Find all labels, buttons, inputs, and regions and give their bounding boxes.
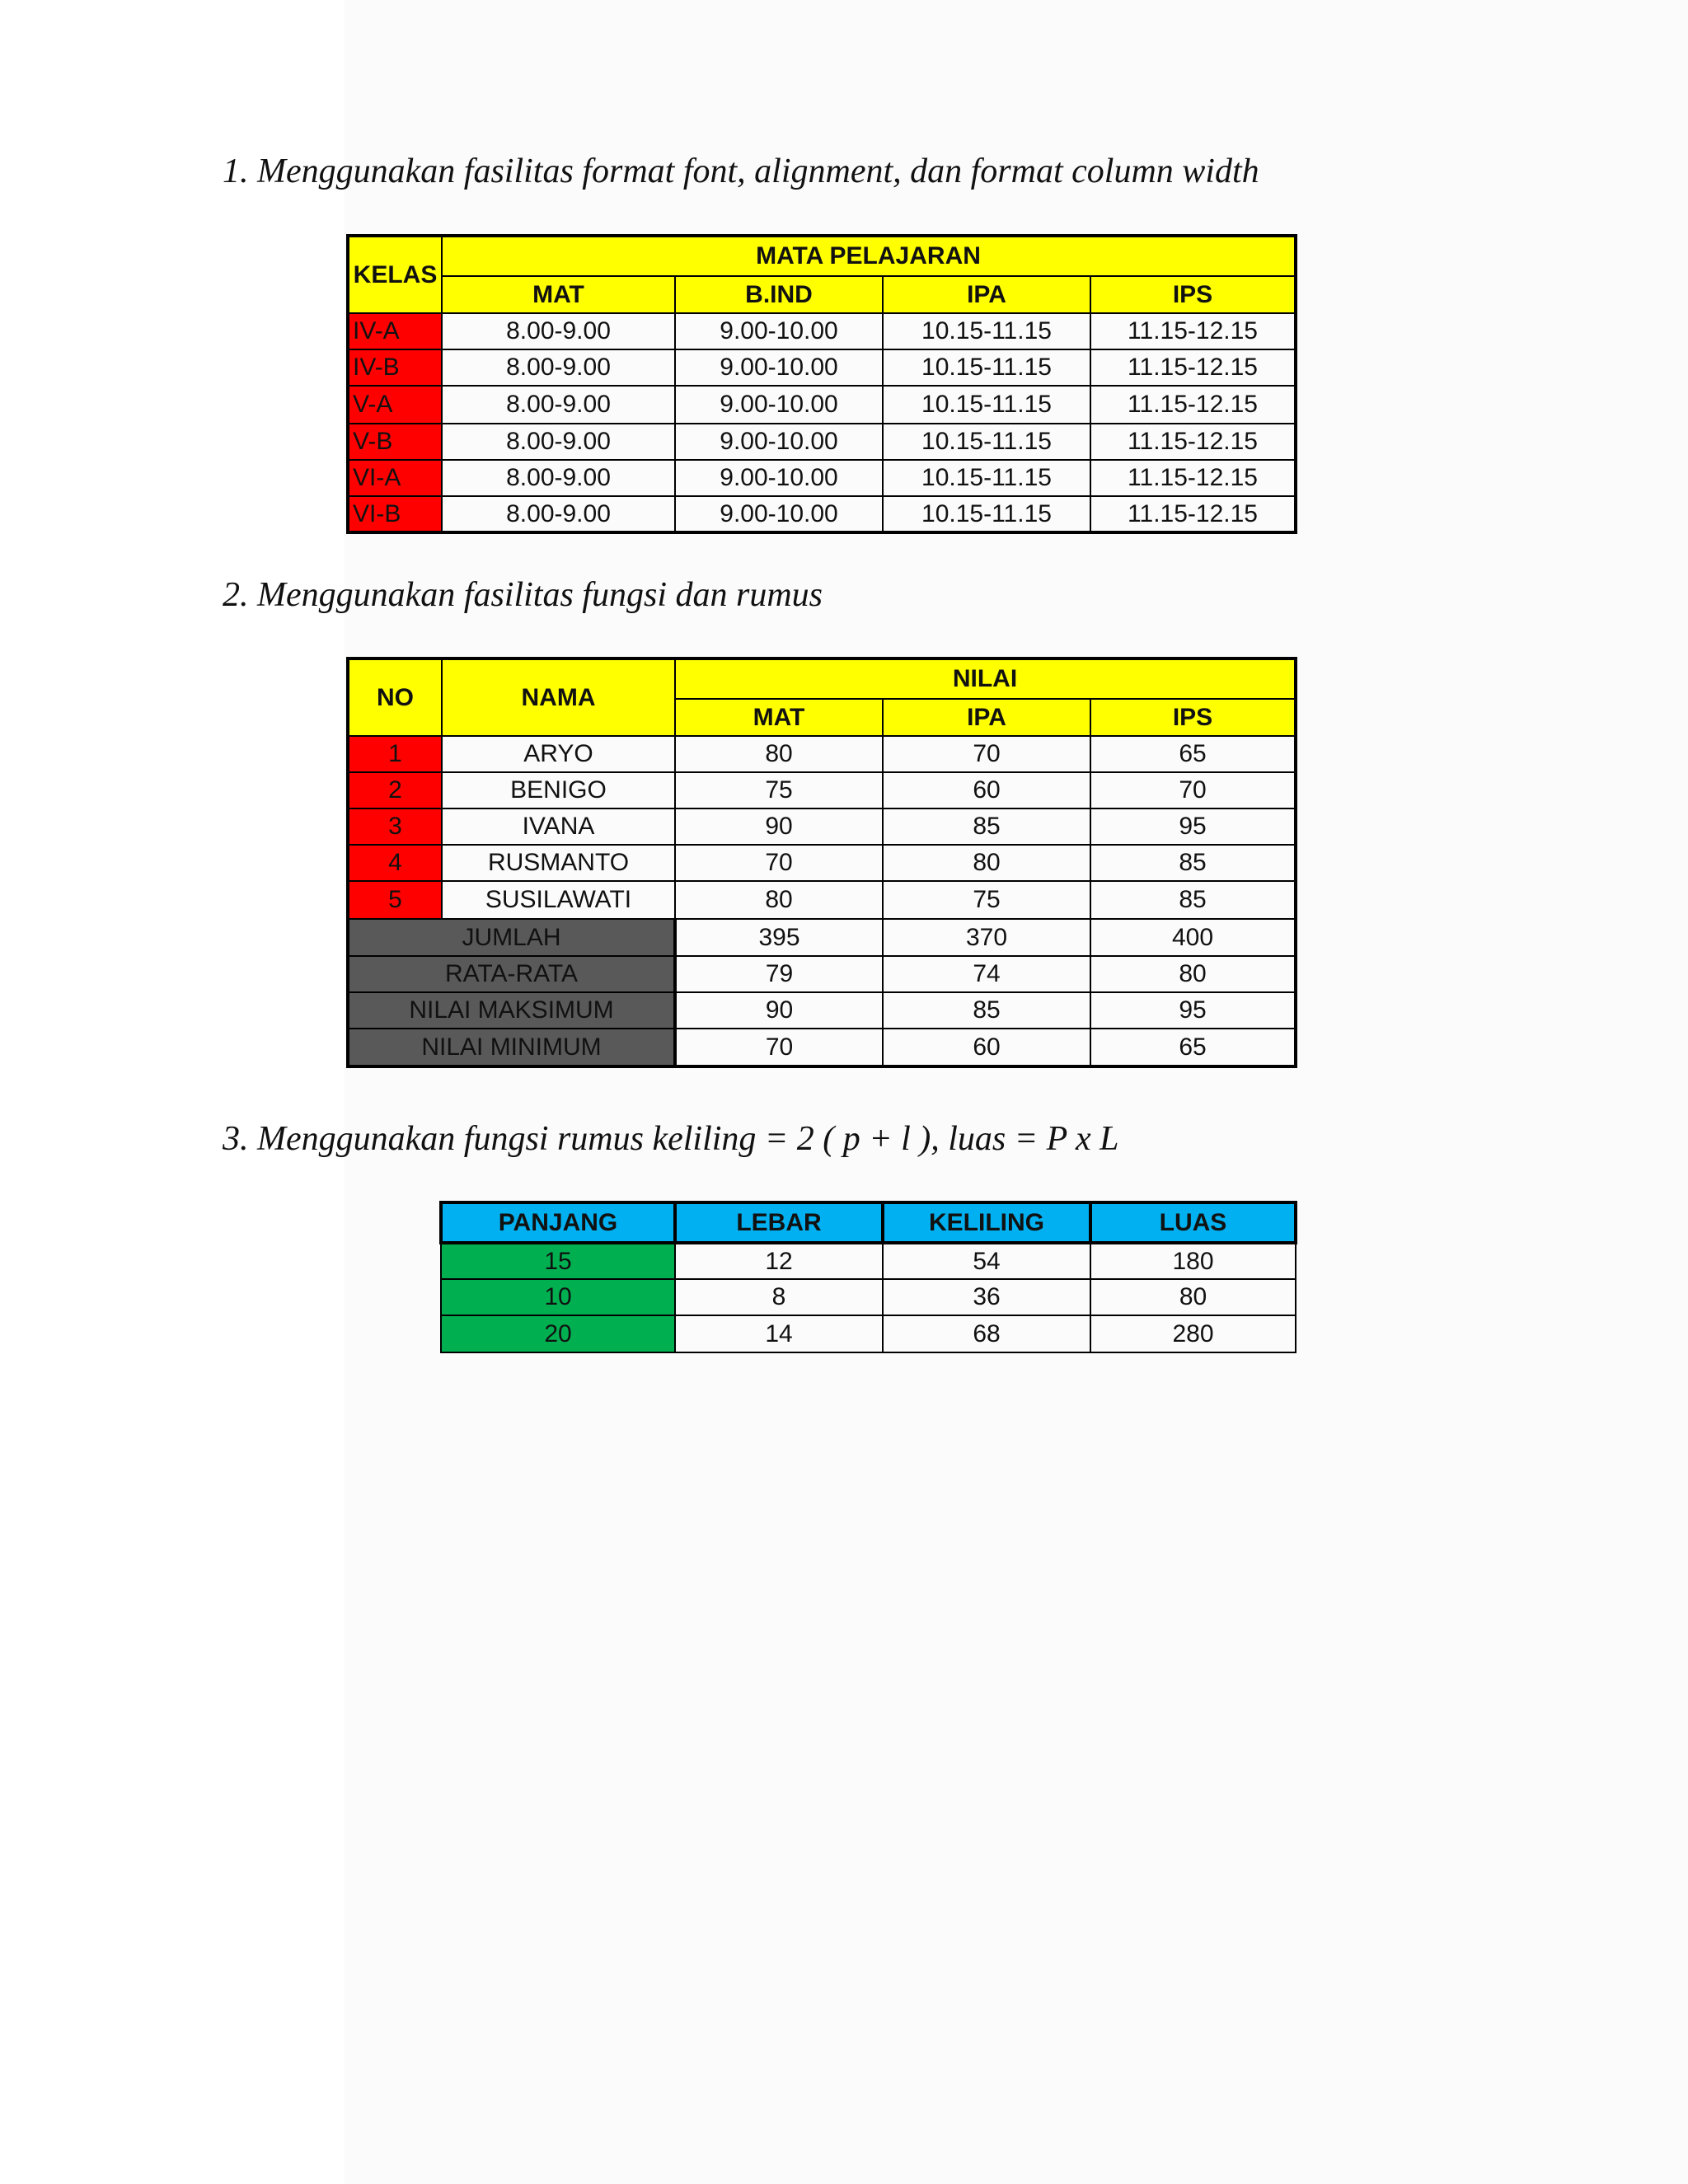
score-cell: 85 (883, 808, 1090, 845)
section-1-heading: 1. Menggunakan fasilitas format font, alignment, dan format column width (223, 152, 1259, 190)
subject-header: IPA (883, 276, 1090, 313)
table-row (348, 496, 1296, 532)
no-cell: 4 (348, 845, 442, 881)
nama-cell: RUSMANTO (442, 845, 675, 881)
score-cell: 90 (675, 808, 883, 845)
time-cell: 11.15-12.15 (1090, 496, 1296, 532)
time-cell: 8.00-9.00 (442, 496, 675, 532)
kelas-cell: VI-B (348, 496, 442, 532)
summary-cell: 90 (675, 992, 883, 1029)
score-cell: 75 (675, 772, 883, 808)
no-cell: 1 (348, 736, 442, 772)
nama-cell: BENIGO (442, 772, 675, 808)
time-cell: 8.00-9.00 (442, 386, 675, 424)
summary-cell: 74 (883, 956, 1090, 992)
kelas-header: KELAS (348, 236, 442, 313)
kelas-cell: IV-A (348, 313, 442, 349)
score-cell: 65 (1090, 736, 1296, 772)
table-row (348, 349, 1296, 386)
no-cell: 5 (348, 881, 442, 919)
kelas-cell: IV-B (348, 349, 442, 386)
time-cell: 8.00-9.00 (442, 424, 675, 460)
schedule-table (346, 234, 1297, 534)
nama-cell: IVANA (442, 808, 675, 845)
time-cell: 10.15-11.15 (883, 349, 1090, 386)
nama-cell: ARYO (442, 736, 675, 772)
table-row (348, 386, 1296, 424)
no-header: NO (348, 658, 442, 736)
luas-cell: 80 (1090, 1279, 1296, 1315)
table-row (348, 881, 1296, 919)
panjang-cell: 15 (441, 1243, 675, 1279)
subject-header: B.IND (675, 276, 883, 313)
score-cell: 70 (675, 845, 883, 881)
score-cell: 70 (1090, 772, 1296, 808)
time-cell: 10.15-11.15 (883, 460, 1090, 496)
kelas-cell: VI-A (348, 460, 442, 496)
rectangle-table (439, 1201, 1297, 1353)
nama-header: NAMA (442, 658, 675, 736)
section-2-heading: 2. Menggunakan fasilitas fungsi dan rumus (223, 576, 823, 614)
time-cell: 9.00-10.00 (675, 424, 883, 460)
keliling-header: KELILING (883, 1202, 1090, 1243)
table-row (441, 1315, 1296, 1352)
table-row (348, 424, 1296, 460)
time-cell: 10.15-11.15 (883, 386, 1090, 424)
luas-cell: 280 (1090, 1315, 1296, 1352)
time-cell: 11.15-12.15 (1090, 460, 1296, 496)
luas-cell: 180 (1090, 1243, 1296, 1279)
score-cell: 80 (883, 845, 1090, 881)
subject-header: IPS (1090, 699, 1296, 736)
summary-cell: 80 (1090, 956, 1296, 992)
score-cell: 80 (675, 736, 883, 772)
lebar-cell: 8 (675, 1279, 883, 1315)
no-cell: 2 (348, 772, 442, 808)
time-cell: 11.15-12.15 (1090, 424, 1296, 460)
time-cell: 9.00-10.00 (675, 496, 883, 532)
time-cell: 11.15-12.15 (1090, 349, 1296, 386)
summary-cell: 400 (1090, 919, 1296, 956)
time-cell: 9.00-10.00 (675, 460, 883, 496)
score-cell: 80 (675, 881, 883, 919)
lebar-header: LEBAR (675, 1202, 883, 1243)
kelas-cell: V-A (348, 386, 442, 424)
time-cell: 8.00-9.00 (442, 313, 675, 349)
grades-table (346, 657, 1297, 1068)
summary-row (348, 919, 1296, 956)
time-cell: 9.00-10.00 (675, 386, 883, 424)
score-cell: 60 (883, 772, 1090, 808)
keliling-cell: 68 (883, 1315, 1090, 1352)
summary-cell: 65 (1090, 1029, 1296, 1066)
time-cell: 10.15-11.15 (883, 424, 1090, 460)
score-cell: 85 (1090, 881, 1296, 919)
summary-label: RATA-RATA (348, 956, 675, 992)
summary-row (348, 992, 1296, 1029)
luas-header: LUAS (1090, 1202, 1296, 1243)
time-cell: 9.00-10.00 (675, 349, 883, 386)
table-row (348, 845, 1296, 881)
table-row (348, 808, 1296, 845)
lebar-cell: 12 (675, 1243, 883, 1279)
summary-row (348, 956, 1296, 992)
subject-header: IPS (1090, 276, 1296, 313)
table-row (348, 313, 1296, 349)
summary-cell: 370 (883, 919, 1090, 956)
panjang-cell: 20 (441, 1315, 675, 1352)
summary-row (348, 1029, 1296, 1066)
panjang-header: PANJANG (441, 1202, 675, 1243)
section-3-heading: 3. Menggunakan fungsi rumus keliling = 2 ( p + l ), luas = P x L (223, 1120, 1119, 1158)
summary-cell: 85 (883, 992, 1090, 1029)
table-row (348, 772, 1296, 808)
keliling-cell: 36 (883, 1279, 1090, 1315)
time-cell: 8.00-9.00 (442, 460, 675, 496)
subject-header: MAT (442, 276, 675, 313)
nilai-header: NILAI (675, 658, 1296, 699)
subject-header: MAT (675, 699, 883, 736)
nama-cell: SUSILAWATI (442, 881, 675, 919)
score-cell: 85 (1090, 845, 1296, 881)
no-cell: 3 (348, 808, 442, 845)
time-cell: 8.00-9.00 (442, 349, 675, 386)
table-row (441, 1243, 1296, 1279)
summary-cell: 70 (675, 1029, 883, 1066)
summary-cell: 60 (883, 1029, 1090, 1066)
table-row (348, 736, 1296, 772)
summary-label: JUMLAH (348, 919, 675, 956)
table-row (348, 460, 1296, 496)
summary-label: NILAI MAKSIMUM (348, 992, 675, 1029)
keliling-cell: 54 (883, 1243, 1090, 1279)
summary-cell: 79 (675, 956, 883, 992)
time-cell: 10.15-11.15 (883, 313, 1090, 349)
time-cell: 10.15-11.15 (883, 496, 1090, 532)
time-cell: 11.15-12.15 (1090, 386, 1296, 424)
time-cell: 9.00-10.00 (675, 313, 883, 349)
kelas-cell: V-B (348, 424, 442, 460)
summary-cell: 95 (1090, 992, 1296, 1029)
panjang-cell: 10 (441, 1279, 675, 1315)
mata-pelajaran-header: MATA PELAJARAN (442, 236, 1296, 276)
score-cell: 70 (883, 736, 1090, 772)
summary-cell: 395 (675, 919, 883, 956)
subject-header: IPA (883, 699, 1090, 736)
lebar-cell: 14 (675, 1315, 883, 1352)
table-row (441, 1279, 1296, 1315)
score-cell: 75 (883, 881, 1090, 919)
time-cell: 11.15-12.15 (1090, 313, 1296, 349)
score-cell: 95 (1090, 808, 1296, 845)
summary-label: NILAI MINIMUM (348, 1029, 675, 1066)
